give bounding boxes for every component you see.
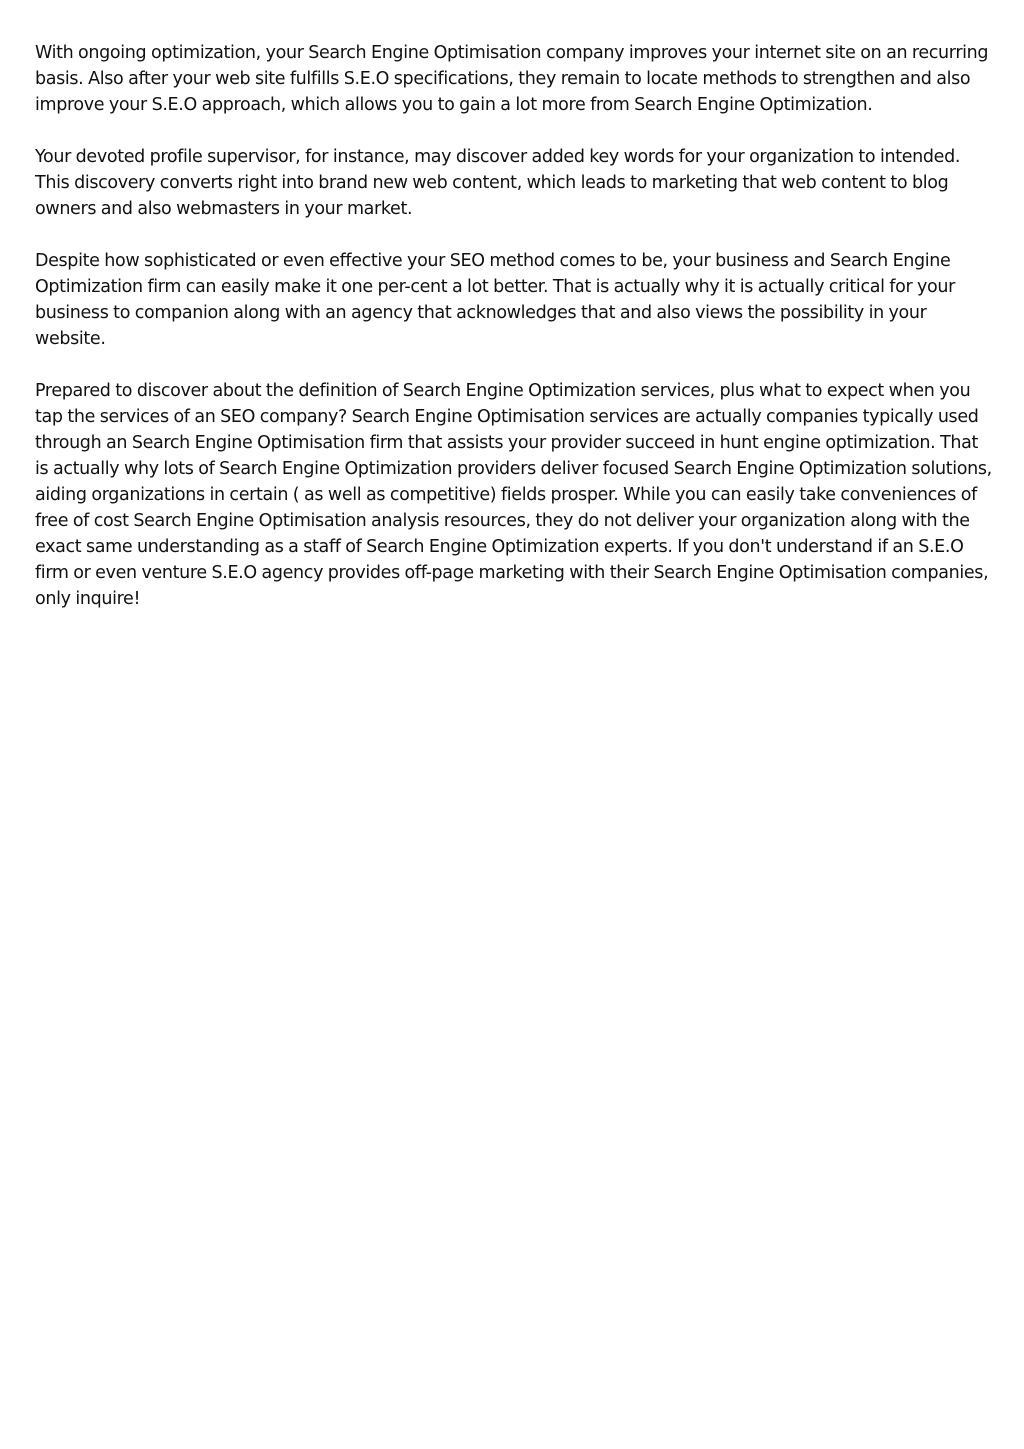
paragraph-ongoing-optimization: With ongoing optimization, your Search Engine Optimisation company improves your internet site on an recurring basis. Also after your web site fulfills S.E.O specifications, they remain to locate methods to strengthen and also improve your S.E.O approach, which allows you to gain a lot more from Search Engine Optimization.: [35, 43, 989, 115]
paragraph-profile-supervisor: Your devoted profile supervisor, for instance, may discover added key words for your organization to intended. This discovery converts right into brand new web content, which leads to marketing that web content to blog owners and also webmasters in your market.: [35, 147, 961, 219]
paragraph-seo-method: Despite how sophisticated or even effective your SEO method comes to be, your business and Search Engine Optimization firm can easily make it one per-cent a lot better. That is actually why it is actually critical for your business to companion along with an agency that acknowledges that and also views the possibility in your website.: [35, 251, 955, 349]
paragraph-seo-services-definition: Prepared to discover about the definition of Search Engine Optimization services, plus what to expect when you tap the services of an SEO company? Search Engine Optimisation services are actually companies typically used through an Search Engine Optimisation firm that assists your provider succeed in hunt engine optimization. That is actually why lots of Search Engine Optimization providers deliver focused Search Engine Optimization solutions, aiding organizations in certain ( as well as competitive) fields prosper. While you can easily take conveniences of free of cost Search Engine Optimisation analysis resources, they do not deliver your organization along with the exact same understanding as a staff of Search Engine Optimization experts. If you don't understand if an S.E.O firm or even venture S.E.O agency provides off-page marketing with their Search Engine Optimisation companies, only inquire!: [35, 381, 992, 609]
document-page: [35, 40, 995, 638]
